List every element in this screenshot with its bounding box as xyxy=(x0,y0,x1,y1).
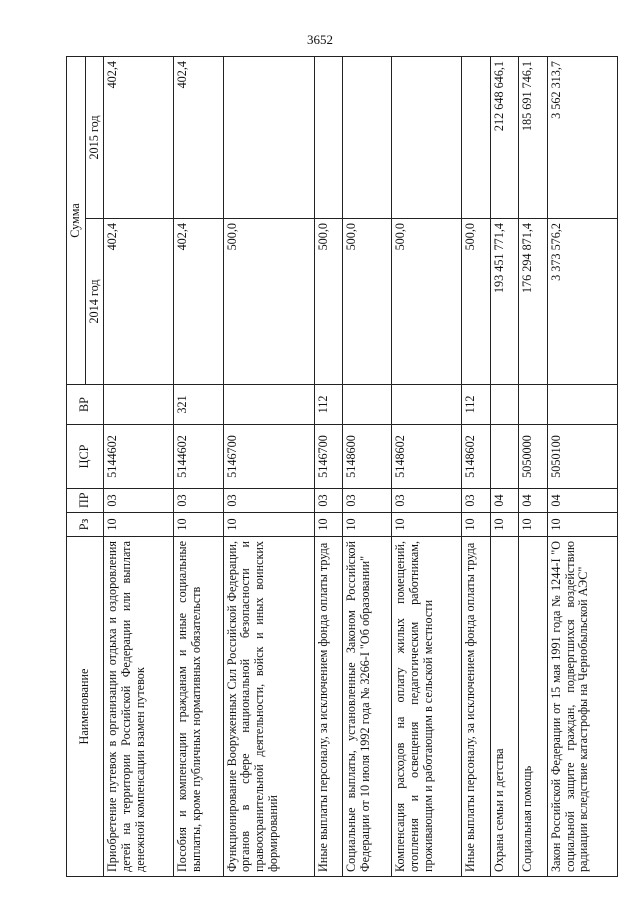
row-vr xyxy=(519,385,547,425)
row-sum-2015: 212 648 646,1 xyxy=(490,56,518,218)
row-sum-2015 xyxy=(462,56,490,218)
row-sum-2014: 500,0 xyxy=(314,219,342,385)
table-row xyxy=(343,56,392,876)
table-row xyxy=(490,56,518,876)
row-name: Пособия и компенсации гражданам и иные социальные выплаты, кроме публичных нормативных обязательств xyxy=(174,537,223,877)
header-vr: ВР xyxy=(67,385,104,425)
row-name: Охрана семьи и детства xyxy=(490,537,518,877)
row-pr: 03 xyxy=(174,489,223,513)
row-name: Иные выплаты персоналу, за исключением фонда оплаты труда xyxy=(462,537,490,877)
row-name: Социальные выплаты, установленные Законом Российской Федерации от 10 июля 1992 года № 3266-I "Об образовании" xyxy=(343,537,392,877)
row-vr xyxy=(490,385,518,425)
header-year-2015: 2015 год xyxy=(85,56,104,218)
row-pr: 04 xyxy=(519,489,547,513)
row-name: Закон Российской Федерации от 15 мая 1991 года № 1244-I "О социальной защите граждан, подвергшихся воздействию радиации вследствие катастрофы на Чернобыльской АЭС" xyxy=(547,537,617,877)
row-csr: 5148602 xyxy=(462,425,490,489)
row-sum-2015: 402,4 xyxy=(104,56,174,218)
row-pr: 04 xyxy=(547,489,617,513)
table-row xyxy=(104,56,174,876)
row-sum-2014: 176 294 871,4 xyxy=(519,219,547,385)
row-rz: 10 xyxy=(462,513,490,537)
row-vr: 112 xyxy=(462,385,490,425)
row-csr: 5148600 xyxy=(343,425,392,489)
row-rz: 10 xyxy=(104,513,174,537)
row-rz: 10 xyxy=(314,513,342,537)
row-pr: 03 xyxy=(223,489,314,513)
row-pr: 03 xyxy=(104,489,174,513)
row-pr: 04 xyxy=(490,489,518,513)
row-csr xyxy=(490,425,518,489)
row-sum-2014: 3 373 576,2 xyxy=(547,219,617,385)
row-vr xyxy=(547,385,617,425)
row-name: Компенсация расходов на оплату жилых помещений, отопления и освещения педагогическим работникам, проживающим и работающим в сельской местности xyxy=(392,537,462,877)
row-csr: 5050000 xyxy=(519,425,547,489)
page-number: 3652 xyxy=(307,32,333,47)
row-sum-2015: 402,4 xyxy=(174,56,223,218)
row-rz: 10 xyxy=(490,513,518,537)
row-csr: 5144602 xyxy=(174,425,223,489)
row-name: Социальная помощь xyxy=(519,537,547,877)
table-row xyxy=(519,56,547,876)
header-sum: Сумма xyxy=(67,56,86,384)
row-rz: 10 xyxy=(223,513,314,537)
row-sum-2014: 402,4 xyxy=(104,219,174,385)
table-body xyxy=(104,56,618,876)
header-year-2014: 2014 год xyxy=(85,219,104,385)
row-pr: 03 xyxy=(343,489,392,513)
budget-table-rotated xyxy=(66,57,618,877)
row-vr xyxy=(343,385,392,425)
row-vr: 321 xyxy=(174,385,223,425)
table-row xyxy=(314,56,342,876)
row-pr: 03 xyxy=(392,489,462,513)
row-rz: 10 xyxy=(392,513,462,537)
row-sum-2014: 193 451 771,4 xyxy=(490,219,518,385)
row-name: Функционирование Вооруженных Сил Российской Федерации, органов в сфере национальной безопасности и правоохранительной деятельности, войск и иных воинских формирований xyxy=(223,537,314,877)
row-pr: 03 xyxy=(462,489,490,513)
row-rz: 10 xyxy=(519,513,547,537)
row-vr xyxy=(392,385,462,425)
table-row xyxy=(174,56,223,876)
row-sum-2014: 500,0 xyxy=(462,219,490,385)
row-sum-2015: 185 691 746,1 xyxy=(519,56,547,218)
row-csr: 5146700 xyxy=(223,425,314,489)
row-sum-2015 xyxy=(314,56,342,218)
table-row xyxy=(392,56,462,876)
header-csr: ЦСР xyxy=(67,425,104,489)
row-csr: 5144602 xyxy=(104,425,174,489)
row-sum-2014: 500,0 xyxy=(223,219,314,385)
header-pr: ПР xyxy=(67,489,104,513)
row-sum-2015: 3 562 313,7 xyxy=(547,56,617,218)
row-sum-2015 xyxy=(392,56,462,218)
row-sum-2015 xyxy=(343,56,392,218)
row-name: Приобретение путевок в организации отдыха и оздоровления детей на территории Российской Федерации или выплата денежной компенсации взамен путевок xyxy=(104,537,174,877)
row-vr xyxy=(223,385,314,425)
budget-table xyxy=(66,56,618,877)
row-rz: 10 xyxy=(174,513,223,537)
row-pr: 03 xyxy=(314,489,342,513)
header-row xyxy=(67,56,86,876)
row-rz: 10 xyxy=(343,513,392,537)
table-row xyxy=(547,56,617,876)
table-row xyxy=(462,56,490,876)
header-rz: Рз xyxy=(67,513,104,537)
row-sum-2014: 402,4 xyxy=(174,219,223,385)
row-name: Иные выплаты персоналу, за исключением фонда оплаты труда xyxy=(314,537,342,877)
header-name: Наименование xyxy=(67,537,104,877)
row-sum-2014: 500,0 xyxy=(343,219,392,385)
row-csr: 5050100 xyxy=(547,425,617,489)
table-row xyxy=(223,56,314,876)
row-vr: 112 xyxy=(314,385,342,425)
row-sum-2014: 500,0 xyxy=(392,219,462,385)
row-sum-2015 xyxy=(223,56,314,218)
row-rz: 10 xyxy=(547,513,617,537)
row-vr xyxy=(104,385,174,425)
row-csr: 5148602 xyxy=(392,425,462,489)
row-csr: 5146700 xyxy=(314,425,342,489)
